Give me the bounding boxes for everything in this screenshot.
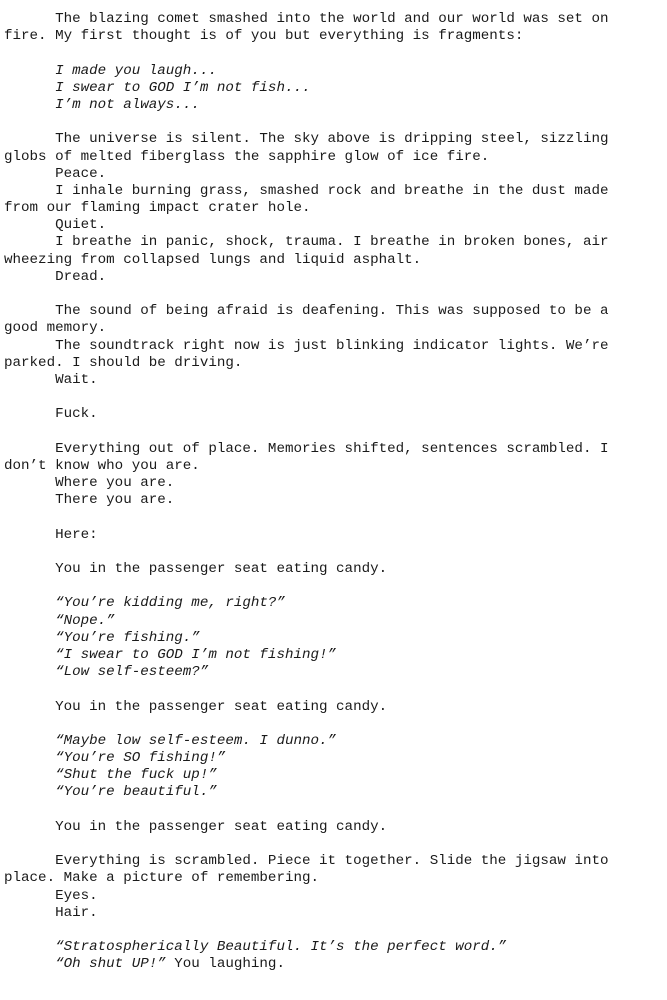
- paragraph-gap: [4, 45, 654, 62]
- paragraph-gap: [4, 836, 654, 853]
- text-line: You in the passenger seat eating candy.: [4, 698, 388, 715]
- paragraph-gap: [4, 578, 654, 595]
- text-line: “Stratospherically Beautiful. It’s the perfect word.”: [4, 939, 507, 956]
- text-line: Dread.: [4, 268, 107, 285]
- text-line: Here:: [4, 526, 98, 543]
- text-line: I swear to GOD I’m not fish...: [4, 79, 311, 96]
- text-line: globs of melted fiberglass the sapphire glow of ice fire.: [4, 148, 490, 165]
- text-line: “Nope.”: [4, 612, 115, 629]
- text-line: “Maybe low self-esteem. I dunno.”: [4, 732, 337, 749]
- text-line: “You’re SO fishing!”: [4, 750, 226, 767]
- text-line: Everything out of place. Memories shifted, sentences scrambled. I: [4, 440, 609, 457]
- text-line: [4, 956, 654, 973]
- paragraph-gap: [4, 286, 654, 303]
- text-line: Wait.: [4, 371, 98, 388]
- text-line: I’m not always...: [4, 96, 200, 113]
- text-line: “Low self-esteem?”: [4, 664, 209, 681]
- text-line: fire. My first thought is of you but everything is fragments:: [4, 28, 524, 45]
- text-segment: “Oh shut UP!”: [4, 956, 166, 973]
- text-line: There you are.: [4, 492, 175, 509]
- paragraph-gap: [4, 716, 654, 733]
- text-line: Peace.: [4, 165, 107, 182]
- paragraph-gap: [4, 389, 654, 406]
- text-line: “You’re fishing.”: [4, 629, 200, 646]
- text-line: The blazing comet smashed into the world and our world was set on: [4, 11, 609, 27]
- text-line: I inhale burning grass, smashed rock and breathe in the dust made: [4, 182, 609, 199]
- text-line: don’t know who you are.: [4, 457, 200, 474]
- paragraph-gap: [4, 509, 654, 526]
- text-line: Quiet.: [4, 217, 107, 234]
- text-line: from our flaming impact crater hole.: [4, 200, 311, 217]
- text-line: “Shut the fuck up!”: [4, 767, 217, 784]
- text-line: wheezing from collapsed lungs and liquid asphalt.: [4, 251, 422, 268]
- text-line: The sound of being afraid is deafening. This was supposed to be a: [4, 303, 609, 320]
- paragraph-gap: [4, 802, 654, 819]
- paragraph-gap: [4, 922, 654, 939]
- text-line: “You’re kidding me, right?”: [4, 595, 285, 612]
- paragraph-gap: [4, 424, 654, 441]
- text-line: The universe is silent. The sky above is dripping steel, sizzling: [4, 131, 609, 148]
- text-line: Fuck.: [4, 406, 98, 423]
- text-line: I breathe in panic, shock, trauma. I breathe in broken bones, air: [4, 234, 609, 251]
- text-line: Where you are.: [4, 475, 175, 492]
- text-line: “I swear to GOD I’m not fishing!”: [4, 646, 337, 663]
- text-line: Eyes.: [4, 887, 98, 904]
- text-line: parked. I should be driving.: [4, 354, 243, 371]
- text-line: I made you laugh...: [4, 62, 217, 79]
- text-line: You in the passenger seat eating candy.: [4, 561, 388, 577]
- paragraph-gap: [4, 114, 654, 131]
- text-line: “You’re beautiful.”: [4, 784, 217, 801]
- text-line: You in the passenger seat eating candy.: [4, 818, 388, 835]
- text-line: Hair.: [4, 904, 98, 921]
- text-segment: You laughing.: [165, 956, 285, 973]
- text-line: Everything is scrambled. Piece it together. Slide the jigsaw into: [4, 853, 609, 870]
- document-page: [4, 11, 654, 974]
- text-line: The soundtrack right now is just blinking indicator lights. We’re: [4, 337, 609, 354]
- text-line: good memory.: [4, 320, 107, 337]
- text-line: place. Make a picture of remembering.: [4, 870, 320, 887]
- paragraph-gap: [4, 544, 654, 561]
- paragraph-gap: [4, 681, 654, 698]
